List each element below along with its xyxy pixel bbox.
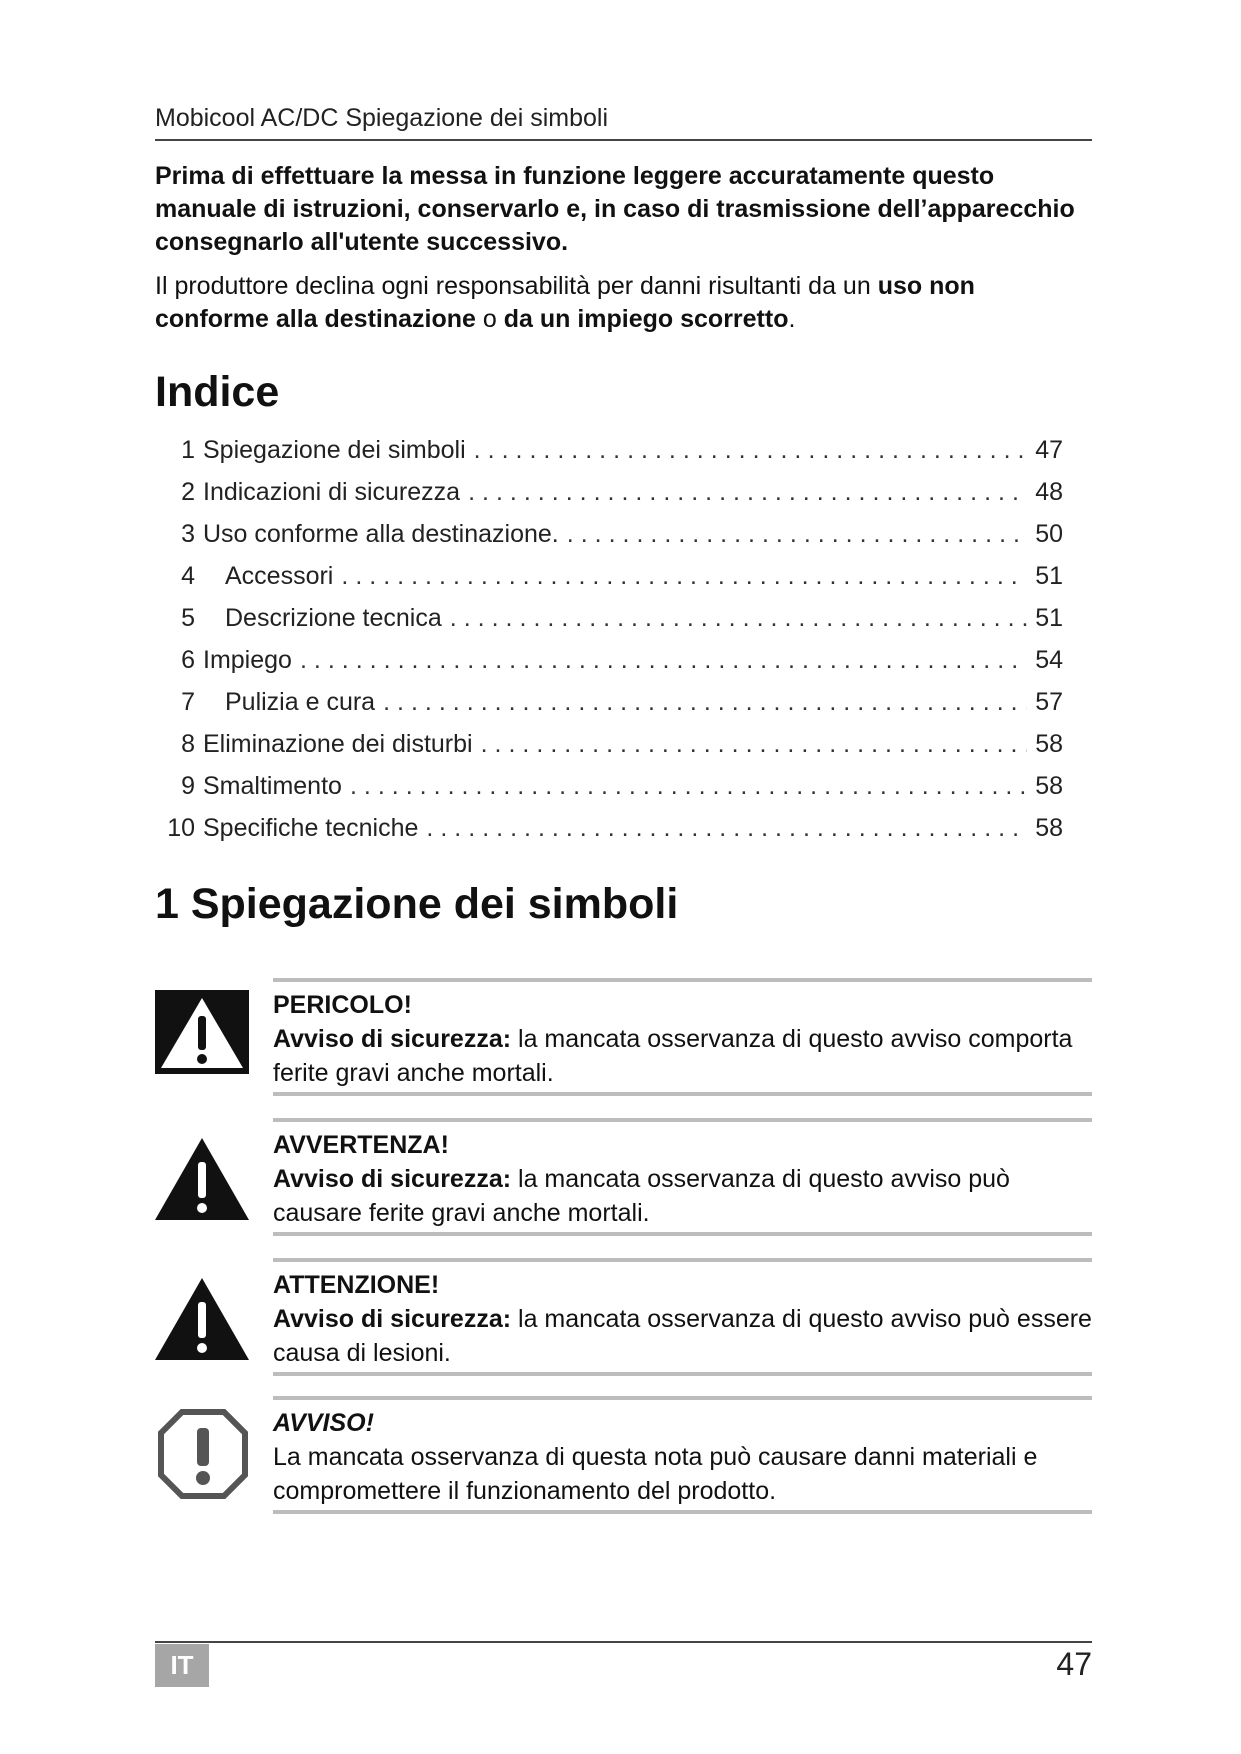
signal-warning [155,1118,1092,1236]
toc-entry-page: 58 [1035,772,1063,800]
toc-entry-number: 10 [167,814,195,842]
toc-leader-dots [383,688,1027,717]
toc-entry-title: Spiegazione dei simboli [203,436,466,464]
language-tab: IT [155,1644,209,1687]
signal-description [273,1022,1092,1090]
signal-body: la mancata osservanza di questo avviso può essere causa di lesioni. [273,1305,1092,1367]
section-heading-symbols: 1 Spiegazione dei simboli [155,880,679,928]
toc-entry[interactable] [155,814,1063,856]
liability-bold-2: da un impiego scorretto [503,305,789,333]
toc-entry-page: 48 [1035,478,1063,506]
toc-entry-number: 1 [181,436,195,464]
toc-entry-title: Accessori [225,562,334,590]
caution-icon [155,1268,251,1364]
signal-danger-text [273,978,1092,1096]
signal-title: PERICOLO! [273,991,412,1019]
toc-entry-number: 5 [181,604,195,632]
danger-warning-icon [155,988,251,1084]
toc-leader-dots [481,730,1028,759]
toc-entry-page: 51 [1035,562,1063,590]
warning-icon [155,1128,251,1224]
signal-title: ATTENZIONE! [273,1271,440,1299]
toc-entry-number: 7 [181,688,195,716]
toc-leader-dots [567,520,1027,549]
toc-entry-number: 4 [181,562,195,590]
page-number: 47 [1056,1646,1092,1682]
liability-bold-1: uso non conforme alla destinazione [155,272,975,333]
toc-leader-dots [341,562,1027,591]
signal-description: La mancata osservanza di questa nota può causare danni materiali e compromettere il funzionamento del prodotto. [273,1443,1038,1505]
signal-description [273,1162,1092,1230]
toc-entry-number: 8 [181,730,195,758]
signal-notice-text [273,1396,1092,1514]
toc-entry-number: 2 [181,478,195,506]
toc-entry[interactable] [155,604,1063,646]
toc-entry-page: 54 [1035,646,1063,674]
toc-entry-title: Descrizione tecnica [225,604,442,632]
signal-notice [155,1396,1092,1514]
toc-entry[interactable] [155,730,1063,772]
liability-statement [155,270,1092,336]
toc-entry-page: 51 [1035,604,1063,632]
table-of-contents [155,436,1063,856]
toc-entry-page: 58 [1035,730,1063,758]
signal-warning-text [273,1118,1092,1236]
signal-label: Avviso di sicurezza: [273,1305,512,1333]
toc-entry-title: Uso conforme alla destinazione. [203,520,559,548]
toc-entry[interactable] [155,520,1063,562]
signal-body: la mancata osservanza di questo avviso può causare ferite gravi anche mortali. [273,1165,1010,1227]
running-header: Mobicool AC/DC Spiegazione dei simboli [155,104,1092,141]
toc-leader-dots [468,478,1027,507]
signal-caution [155,1258,1092,1376]
signal-label: Avviso di sicurezza: [273,1025,512,1053]
toc-entry-title: Specifiche tecniche [203,814,419,842]
toc-entry-title: Pulizia e cura [225,688,376,716]
toc-entry-number: 3 [181,520,195,548]
toc-entry-page: 47 [1035,436,1063,464]
toc-entry-page: 50 [1035,520,1063,548]
toc-entry-number: 9 [181,772,195,800]
toc-leader-dots [300,646,1027,675]
toc-leader-dots [426,814,1027,843]
toc-entry[interactable] [155,478,1063,520]
toc-entry[interactable] [155,646,1063,688]
toc-entry-title: Impiego [203,646,292,674]
liability-prefix: Il produttore declina ogni responsabilità per danni risultanti da un [155,272,878,300]
liability-mid: o [475,305,504,333]
toc-entry-title: Indicazioni di sicurezza [203,478,461,506]
toc-entry-page: 58 [1035,814,1063,842]
signal-body: la mancata osservanza di questo avviso comporta ferite gravi anche mortali. [273,1025,1073,1087]
signal-title: AVVERTENZA! [273,1131,449,1159]
toc-entry-title: Eliminazione dei disturbi [203,730,473,758]
toc-entry[interactable] [155,562,1063,604]
signal-title: AVVISO! [273,1409,374,1437]
signal-label: Avviso di sicurezza: [273,1165,512,1193]
toc-leader-dots [350,772,1027,801]
liability-suffix: . [788,305,796,333]
toc-entry[interactable] [155,436,1063,478]
intro-notice: Prima di effettuare la messa in funzione leggere accuratamente questo manuale di istruzioni, conservarlo e, in caso di trasmissione dell’apparecchio consegnarlo all'utente successivo. [155,162,1075,256]
toc-entry-number: 6 [181,646,195,674]
signal-description [273,1302,1092,1370]
toc-entry-title: Smaltimento [203,772,342,800]
notice-octagon-icon [155,1406,251,1502]
signal-caution-text [273,1258,1092,1376]
toc-heading: Indice [155,368,280,416]
toc-entry-page: 57 [1035,688,1063,716]
signal-danger [155,978,1092,1096]
toc-entry[interactable] [155,688,1063,730]
toc-entry[interactable] [155,772,1063,814]
toc-leader-dots [450,604,1027,633]
footer-rule [155,1641,1092,1643]
toc-leader-dots [474,436,1028,465]
